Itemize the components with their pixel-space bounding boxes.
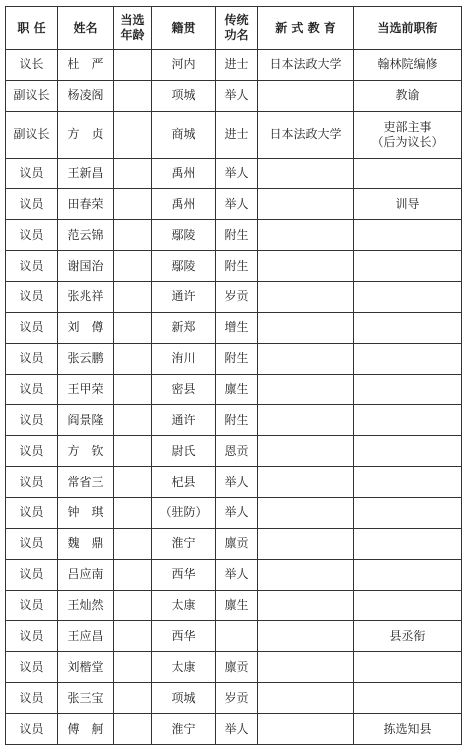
cell-name: 刘楷堂: [58, 652, 114, 683]
cell-previous-office: [354, 220, 462, 251]
cell-previous-office: [354, 652, 462, 683]
cell-age: [114, 251, 152, 282]
cell-previous-office: [354, 374, 462, 405]
assembly-members-table: [5, 6, 462, 745]
cell-age: [114, 111, 152, 158]
table-row: [6, 220, 462, 251]
cell-age: [114, 436, 152, 467]
cell-traditional-degree: 附生: [216, 251, 258, 282]
cell-native-place: 密县: [152, 374, 216, 405]
cell-native-place: 禹州: [152, 158, 216, 189]
cell-previous-office: [354, 683, 462, 714]
cell-name: 杨凌阁: [58, 80, 114, 111]
cell-age: [114, 528, 152, 559]
cell-name: 田春荣: [58, 189, 114, 220]
cell-age: [114, 80, 152, 111]
header-name: 姓名: [58, 7, 114, 50]
cell-position: 副议长: [6, 111, 58, 158]
cell-position: 议员: [6, 652, 58, 683]
cell-name: 方 钦: [58, 436, 114, 467]
cell-native-place: 尉氏: [152, 436, 216, 467]
cell-age: [114, 652, 152, 683]
cell-name: 范云锦: [58, 220, 114, 251]
header-traditional-degree: 传统 功名: [216, 7, 258, 50]
cell-name: 谢国治: [58, 251, 114, 282]
cell-traditional-degree: 增生: [216, 312, 258, 343]
cell-modern-education: [258, 652, 354, 683]
cell-age: [114, 189, 152, 220]
cell-age: [114, 158, 152, 189]
cell-position: 议长: [6, 50, 58, 81]
cell-native-place: 太康: [152, 652, 216, 683]
cell-age: [114, 590, 152, 621]
cell-age: [114, 498, 152, 529]
cell-previous-office: 教谕: [354, 80, 462, 111]
cell-native-place: 西华: [152, 621, 216, 652]
cell-modern-education: [258, 590, 354, 621]
cell-position: 议员: [6, 281, 58, 312]
cell-previous-office: [354, 312, 462, 343]
table-row: [6, 80, 462, 111]
cell-traditional-degree: 进士: [216, 111, 258, 158]
cell-position: 议员: [6, 312, 58, 343]
table-row: [6, 374, 462, 405]
header-previous-office: 当选前职衔: [354, 7, 462, 50]
cell-native-place: 太康: [152, 590, 216, 621]
cell-position: 副议长: [6, 80, 58, 111]
header-native-place: 籍贯: [152, 7, 216, 50]
cell-age: [114, 281, 152, 312]
cell-age: [114, 220, 152, 251]
table-row: [6, 652, 462, 683]
cell-previous-office: [354, 467, 462, 498]
cell-native-place: 鄢陵: [152, 251, 216, 282]
cell-traditional-degree: 附生: [216, 343, 258, 374]
table-row: [6, 590, 462, 621]
cell-native-place: 禹州: [152, 189, 216, 220]
cell-modern-education: [258, 251, 354, 282]
table-row: [6, 683, 462, 714]
cell-modern-education: [258, 528, 354, 559]
cell-modern-education: [258, 714, 354, 745]
cell-name: 张三宝: [58, 683, 114, 714]
cell-previous-office: [354, 251, 462, 282]
cell-position: 议员: [6, 683, 58, 714]
cell-native-place: 杞县: [152, 467, 216, 498]
cell-native-place: （驻防）: [152, 498, 216, 529]
table-row: [6, 50, 462, 81]
cell-previous-office: [354, 559, 462, 590]
cell-name: 刘 僔: [58, 312, 114, 343]
cell-name: 常省三: [58, 467, 114, 498]
table-row: [6, 158, 462, 189]
cell-previous-office: 翰林院编修: [354, 50, 462, 81]
cell-traditional-degree: 举人: [216, 714, 258, 745]
cell-native-place: 西华: [152, 559, 216, 590]
cell-previous-office: [354, 281, 462, 312]
cell-name: 傅 舸: [58, 714, 114, 745]
cell-native-place: 淮宁: [152, 528, 216, 559]
cell-previous-office: 训导: [354, 189, 462, 220]
table-row: [6, 405, 462, 436]
cell-previous-office: 拣选知县: [354, 714, 462, 745]
cell-position: 议员: [6, 220, 58, 251]
cell-position: 议员: [6, 405, 58, 436]
cell-previous-office: 吏部主事 （后为议长）: [354, 111, 462, 158]
cell-name: 杜 严: [58, 50, 114, 81]
cell-modern-education: [258, 498, 354, 529]
cell-traditional-degree: 岁贡: [216, 281, 258, 312]
cell-previous-office: 县丞衔: [354, 621, 462, 652]
cell-age: [114, 405, 152, 436]
cell-previous-office: [354, 528, 462, 559]
cell-modern-education: [258, 281, 354, 312]
cell-modern-education: [258, 80, 354, 111]
cell-modern-education: [258, 374, 354, 405]
cell-native-place: 洧川: [152, 343, 216, 374]
cell-traditional-degree: 举人: [216, 467, 258, 498]
cell-name: 方 贞: [58, 111, 114, 158]
cell-previous-office: [354, 590, 462, 621]
cell-modern-education: [258, 189, 354, 220]
cell-previous-office: [354, 498, 462, 529]
table-row: [6, 343, 462, 374]
cell-traditional-degree: 廪贡: [216, 528, 258, 559]
cell-native-place: 新郑: [152, 312, 216, 343]
table-row: [6, 528, 462, 559]
cell-position: 议员: [6, 158, 58, 189]
cell-name: 王灿然: [58, 590, 114, 621]
cell-traditional-degree: 附生: [216, 405, 258, 436]
table-row: [6, 467, 462, 498]
cell-age: [114, 559, 152, 590]
cell-native-place: 项城: [152, 80, 216, 111]
cell-name: 魏 鼎: [58, 528, 114, 559]
cell-position: 议员: [6, 189, 58, 220]
cell-traditional-degree: 恩贡: [216, 436, 258, 467]
cell-name: 王甲荣: [58, 374, 114, 405]
cell-modern-education: [258, 158, 354, 189]
cell-native-place: 项城: [152, 683, 216, 714]
cell-age: [114, 343, 152, 374]
cell-modern-education: [258, 559, 354, 590]
cell-modern-education: 日本法政大学: [258, 50, 354, 81]
cell-traditional-degree: 廪贡: [216, 652, 258, 683]
cell-age: [114, 374, 152, 405]
cell-modern-education: [258, 220, 354, 251]
cell-native-place: 商城: [152, 111, 216, 158]
table-row: [6, 498, 462, 529]
cell-position: 议员: [6, 467, 58, 498]
cell-name: 阎景隆: [58, 405, 114, 436]
table-row: [6, 714, 462, 745]
header-age: 当选 年龄: [114, 7, 152, 50]
table-row: [6, 111, 462, 158]
cell-traditional-degree: 附生: [216, 220, 258, 251]
cell-position: 议员: [6, 621, 58, 652]
table-row: [6, 621, 462, 652]
cell-traditional-degree: 进士: [216, 50, 258, 81]
cell-native-place: 鄢陵: [152, 220, 216, 251]
cell-name: 王应昌: [58, 621, 114, 652]
cell-name: 王新昌: [58, 158, 114, 189]
cell-position: 议员: [6, 374, 58, 405]
cell-traditional-degree: 岁贡: [216, 683, 258, 714]
table-row: [6, 312, 462, 343]
cell-age: [114, 621, 152, 652]
cell-name: 张兆祥: [58, 281, 114, 312]
table-body: [6, 50, 462, 745]
cell-age: [114, 467, 152, 498]
cell-traditional-degree: 廪生: [216, 590, 258, 621]
cell-modern-education: [258, 312, 354, 343]
cell-age: [114, 50, 152, 81]
cell-previous-office: [354, 405, 462, 436]
table-row: [6, 559, 462, 590]
cell-previous-office: [354, 343, 462, 374]
cell-modern-education: [258, 405, 354, 436]
cell-native-place: 通许: [152, 405, 216, 436]
table-row: [6, 189, 462, 220]
table-header-row: [6, 7, 462, 50]
cell-traditional-degree: [216, 621, 258, 652]
cell-modern-education: [258, 621, 354, 652]
cell-traditional-degree: 举人: [216, 80, 258, 111]
cell-native-place: 通许: [152, 281, 216, 312]
cell-modern-education: [258, 467, 354, 498]
cell-position: 议员: [6, 251, 58, 282]
cell-modern-education: [258, 436, 354, 467]
cell-age: [114, 312, 152, 343]
cell-traditional-degree: 举人: [216, 498, 258, 529]
cell-age: [114, 714, 152, 745]
cell-previous-office: [354, 436, 462, 467]
cell-age: [114, 683, 152, 714]
cell-position: 议员: [6, 343, 58, 374]
cell-position: 议员: [6, 714, 58, 745]
header-modern-education: 新 式 教 育: [258, 7, 354, 50]
cell-position: 议员: [6, 436, 58, 467]
cell-modern-education: 日本法政大学: [258, 111, 354, 158]
table-row: [6, 436, 462, 467]
cell-previous-office: [354, 158, 462, 189]
table-row: [6, 281, 462, 312]
cell-native-place: 淮宁: [152, 714, 216, 745]
header-position: 职 任: [6, 7, 58, 50]
cell-position: 议员: [6, 559, 58, 590]
cell-position: 议员: [6, 528, 58, 559]
cell-position: 议员: [6, 498, 58, 529]
cell-traditional-degree: 举人: [216, 158, 258, 189]
cell-traditional-degree: 举人: [216, 559, 258, 590]
cell-traditional-degree: 举人: [216, 189, 258, 220]
table-row: [6, 251, 462, 282]
cell-native-place: 河内: [152, 50, 216, 81]
cell-modern-education: [258, 683, 354, 714]
cell-position: 议员: [6, 590, 58, 621]
cell-name: 张云鹏: [58, 343, 114, 374]
cell-name: 钟 琪: [58, 498, 114, 529]
cell-modern-education: [258, 343, 354, 374]
cell-traditional-degree: 廪生: [216, 374, 258, 405]
cell-name: 吕应南: [58, 559, 114, 590]
